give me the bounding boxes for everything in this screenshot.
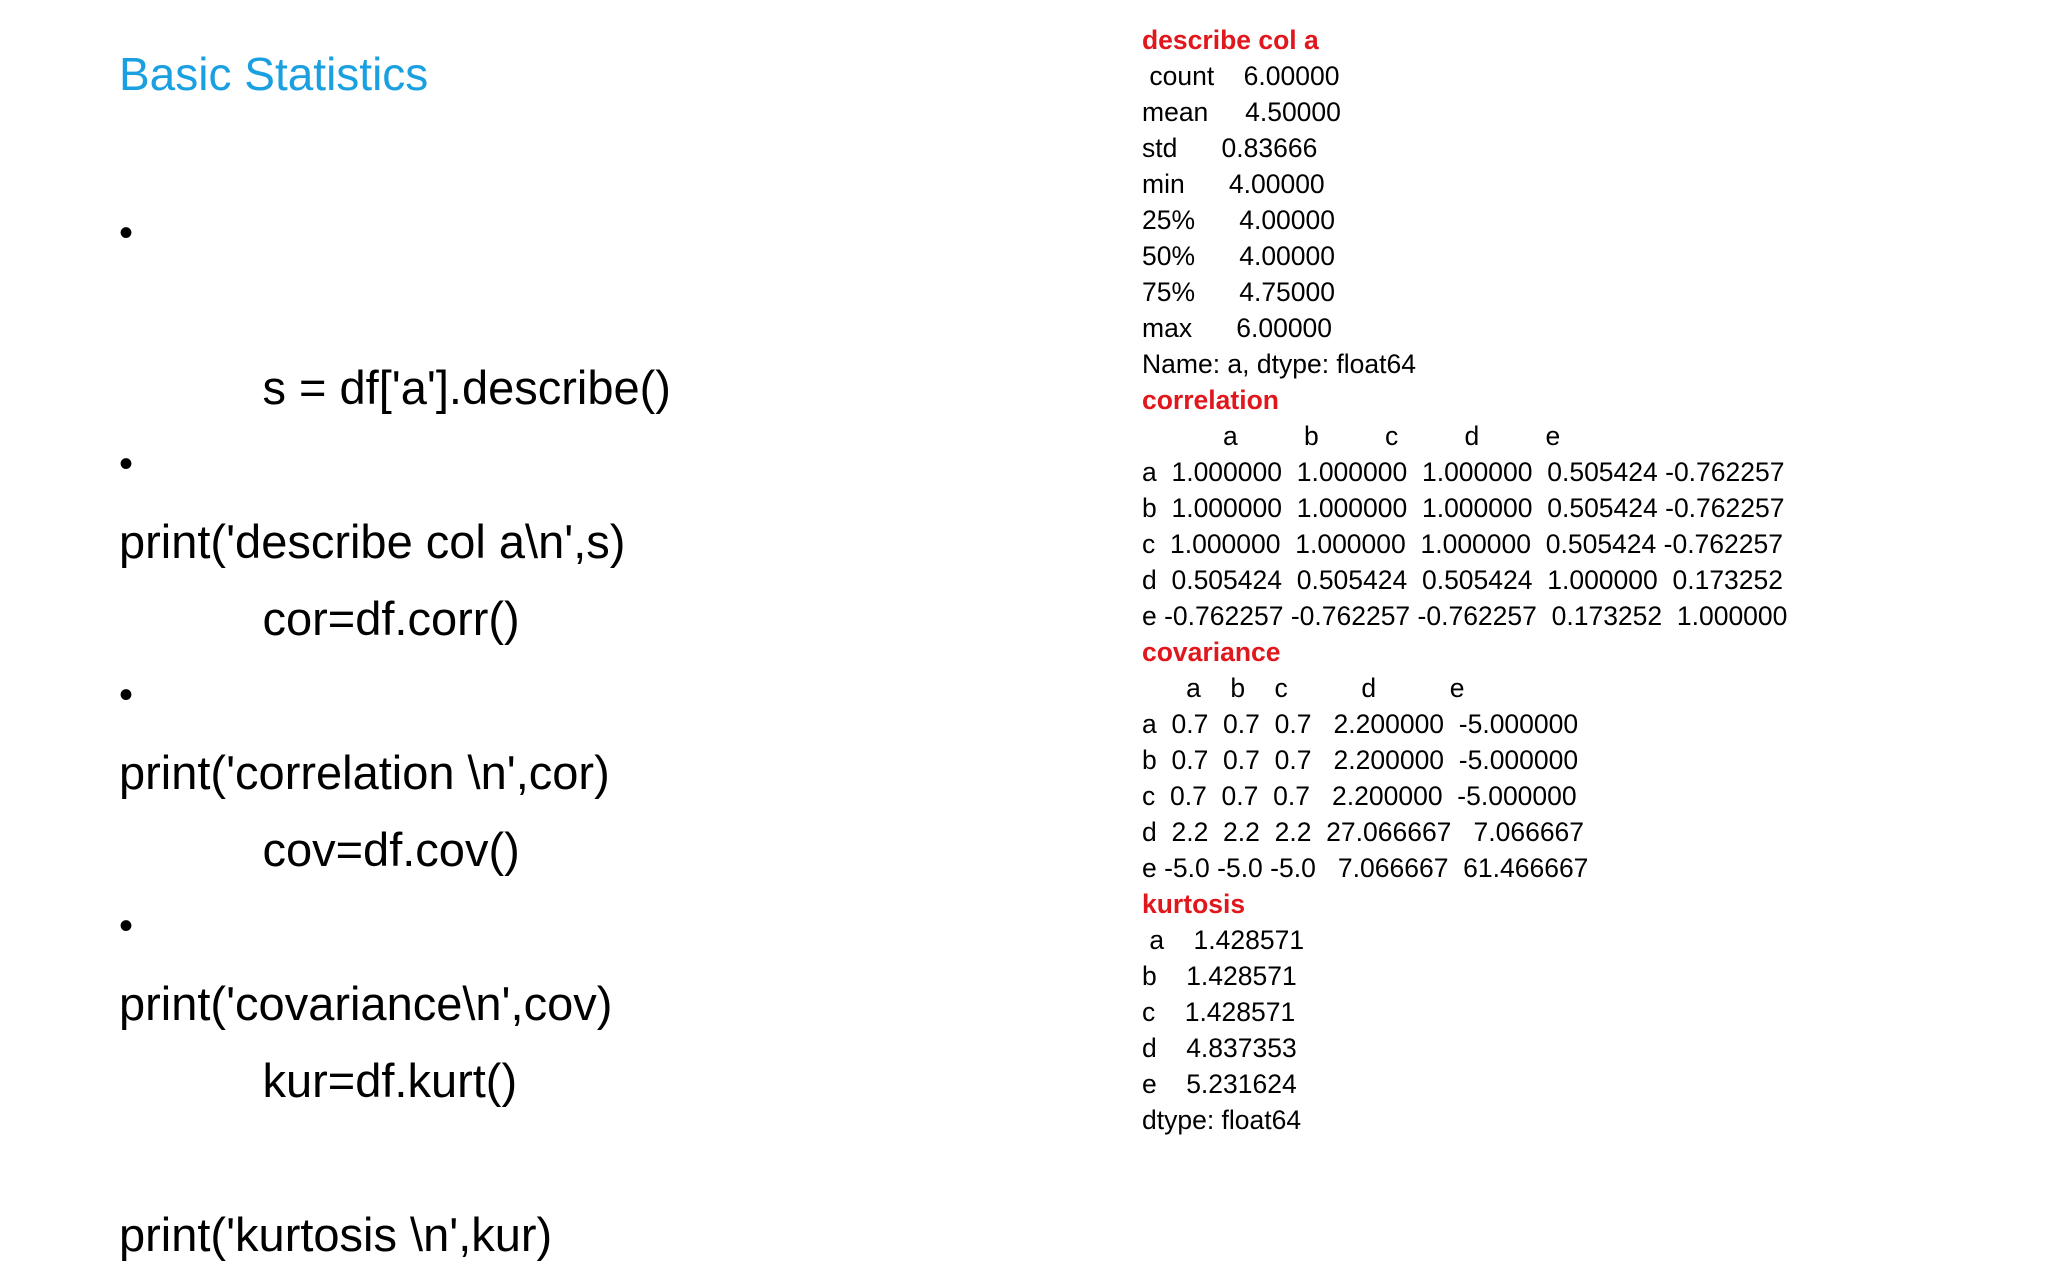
output-line: 25% 4.00000 [1142,205,1336,235]
output-line: e -5.0 -5.0 -5.0 7.066667 61.466667 [1142,853,1589,883]
output-line: Name: a, dtype: float64 [1142,349,1416,379]
output-line: 50% 4.00000 [1142,241,1336,271]
output-line: mean 4.50000 [1142,97,1341,127]
output-line: d 4.837353 [1142,1033,1297,1063]
output-line: a 1.000000 1.000000 1.000000 0.505424 -0.762257 [1142,457,1785,487]
output-line: b 1.428571 [1142,961,1297,991]
code-line: kur=df.kurt() [262,1054,518,1107]
code-block-covariance [119,657,1019,1030]
output-line: e 5.231624 [1142,1069,1297,1099]
code-line: cov=df.cov() [262,823,520,876]
output-line: a b c d e [1142,421,1561,451]
output-heading: describe col a [1142,25,1319,55]
code-line: cor=df.corr() [262,592,520,645]
bullet-icon: • [119,673,134,717]
code-line: print('kurtosis \n',kur) [119,1208,553,1261]
output-line: max 6.00000 [1142,313,1333,343]
output-line: b 1.000000 1.000000 1.000000 0.505424 -0.762257 [1142,493,1785,523]
code-line: print('describe col a\n',s) [119,515,626,568]
code-line: print('covariance\n',cov) [119,977,613,1030]
output-line: c 1.000000 1.000000 1.000000 0.505424 -0.762257 [1142,529,1783,559]
output-line: std 0.83666 [1142,133,1318,163]
output-section-correlation [1142,382,2022,634]
bullet-icon: • [119,442,134,486]
output-line: a 1.428571 [1142,925,1305,955]
output-column [1142,22,2022,1138]
slide-title: Basic Statistics [119,48,429,100]
output-heading: correlation [1142,385,1279,415]
output-section-describe [1142,22,2022,382]
output-line: a 0.7 0.7 0.7 2.200000 -5.000000 [1142,709,1579,739]
code-block-correlation [119,426,1019,799]
output-line: d 0.505424 0.505424 0.505424 1.000000 0.173252 [1142,565,1784,595]
output-line: count 6.00000 [1142,61,1340,91]
code-line: s = df['a'].describe() [262,361,671,414]
output-heading: kurtosis [1142,889,1246,919]
output-section-kurtosis [1142,886,2022,1138]
output-line: c 0.7 0.7 0.7 2.200000 -5.000000 [1142,781,1577,811]
output-line: d 2.2 2.2 2.2 27.066667 7.066667 [1142,817,1585,847]
bullet-icon: • [119,211,134,255]
output-line: 75% 4.75000 [1142,277,1336,307]
code-block-describe [119,195,1019,568]
code-column [119,195,1019,1261]
output-line: min 4.00000 [1142,169,1325,199]
output-section-covariance [1142,634,2022,886]
output-line: a b c d e [1142,673,1465,703]
code-line: print('correlation \n',cor) [119,746,610,799]
bullet-icon: • [119,904,134,948]
output-line: c 1.428571 [1142,997,1296,1027]
output-line: b 0.7 0.7 0.7 2.200000 -5.000000 [1142,745,1579,775]
output-line: e -0.762257 -0.762257 -0.762257 0.173252 1.000000 [1142,601,1788,631]
code-block-kurtosis [119,888,1019,1261]
output-heading: covariance [1142,637,1281,667]
output-line: dtype: float64 [1142,1105,1302,1135]
